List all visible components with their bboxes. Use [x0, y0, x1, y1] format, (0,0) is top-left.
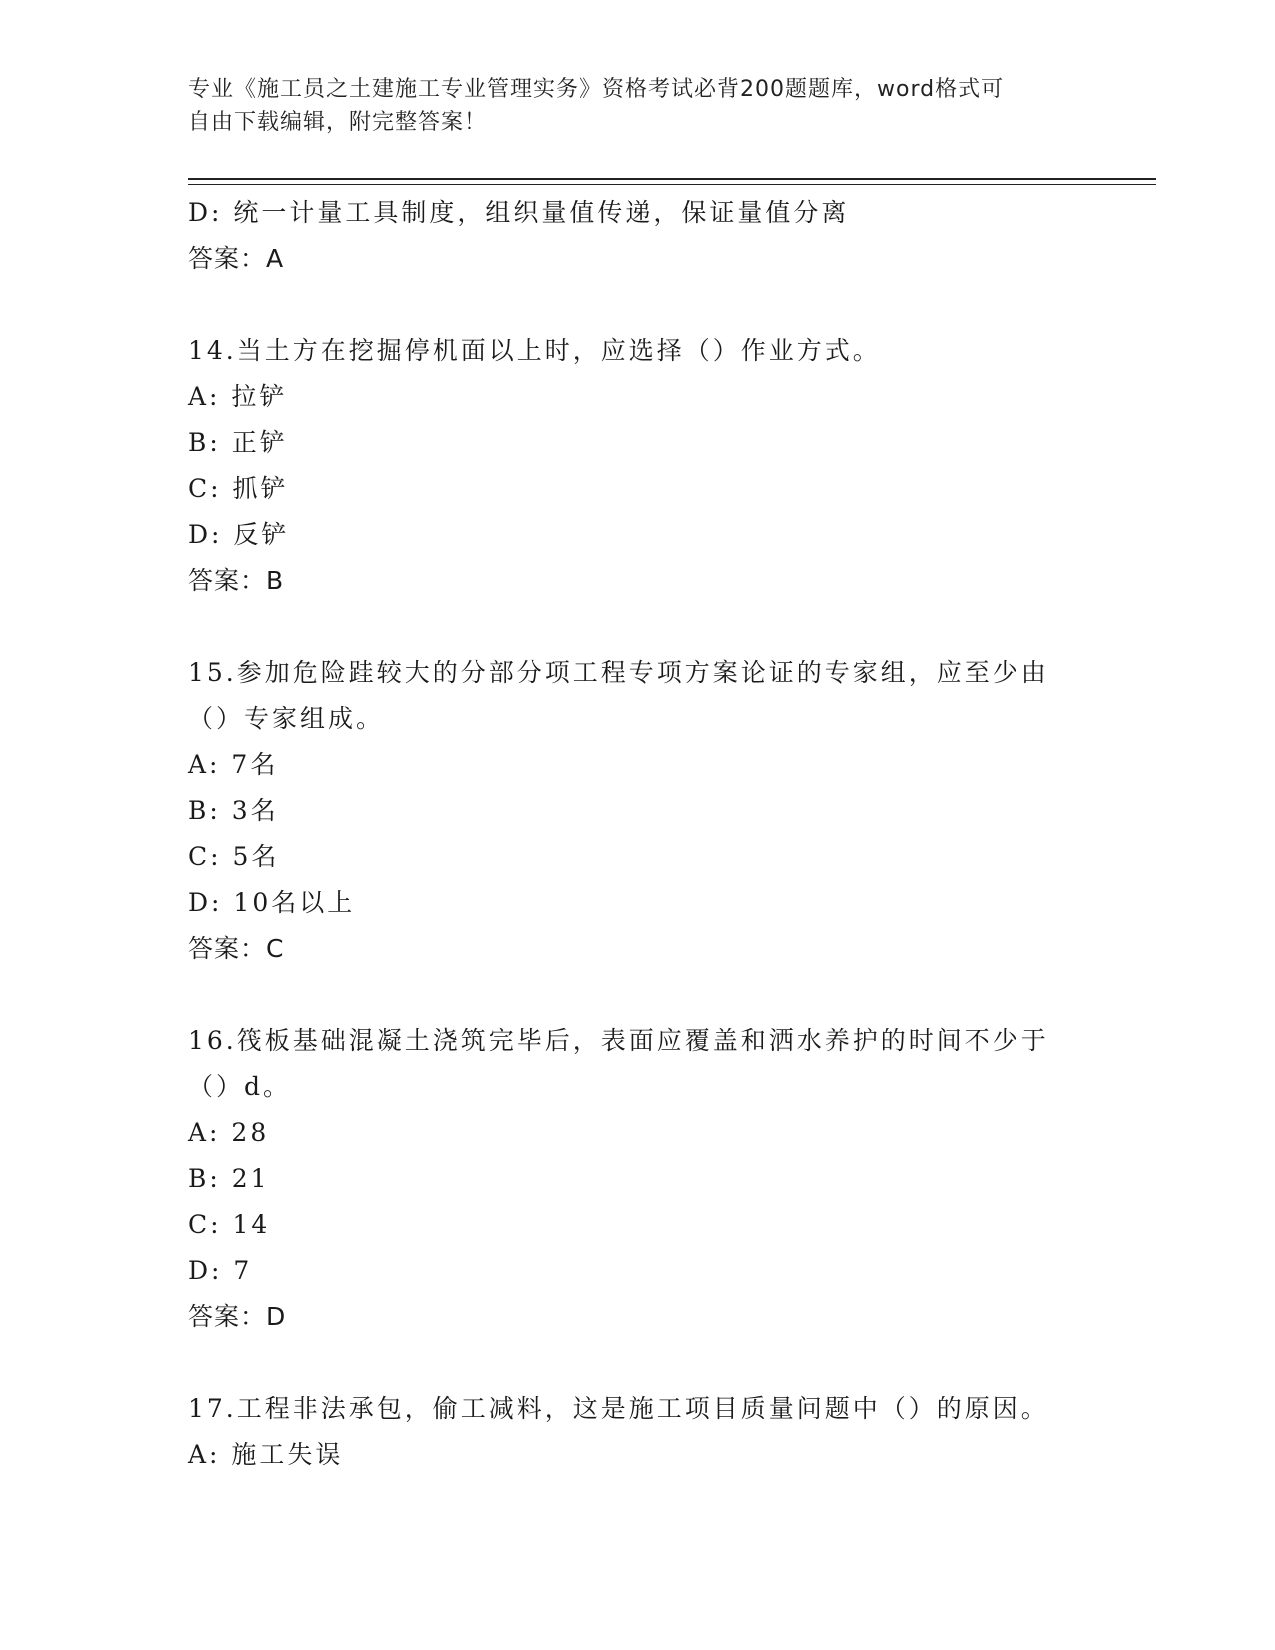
- option-a: A: 28: [188, 1118, 270, 1147]
- option-b: B: 3名: [188, 796, 279, 825]
- option-c: C: 5名: [188, 842, 280, 871]
- question-stem-line-1: 15.参加危险跬较大的分部分项工程专项方案论证的专家组，应至少由: [188, 658, 1049, 687]
- option-c: C: 抓铲: [188, 474, 289, 503]
- header-line-1: 专业《施工员之土建施工专业管理实务》资格考试必背200题题库，word格式可: [188, 77, 1005, 102]
- question-list: [188, 190, 1088, 1478]
- answer: 答案：A: [188, 244, 285, 273]
- answer: 答案：D: [188, 1302, 287, 1331]
- option-a: A: 施工失误: [188, 1440, 344, 1469]
- option-c: C: 14: [188, 1210, 271, 1239]
- previous-question-tail: [188, 190, 1088, 282]
- header-rule-thick: [188, 178, 1156, 180]
- question-stem: 17.工程非法承包，偷工减料，这是施工项目质量问题中（）的原因。: [188, 1394, 1049, 1423]
- option-b: B: 21: [188, 1164, 270, 1193]
- option-d: D: 反铲: [188, 520, 290, 549]
- option-d: D: 统一计量工具制度，组织量值传递，保证量值分离: [188, 198, 850, 227]
- option-a: A: 7名: [188, 750, 279, 779]
- option-b: B: 正铲: [188, 428, 288, 457]
- question-stem: 14.当土方在挖掘停机面以上时，应选择（）作业方式。: [188, 336, 881, 365]
- header-line-2: 自由下载编辑，附完整答案！: [188, 110, 488, 135]
- question-stem-line-1: 16.筏板基础混凝土浇筑完毕后，表面应覆盖和洒水养护的时间不少于: [188, 1026, 1049, 1055]
- question-17: [188, 1386, 1088, 1478]
- header-rule-thin: [188, 184, 1156, 185]
- question-stem-line-2: （）专家组成。: [188, 704, 385, 733]
- question-14: [188, 328, 1088, 604]
- answer: 答案：C: [188, 934, 285, 963]
- spacer: [188, 604, 1088, 650]
- question-15: [188, 650, 1088, 972]
- option-d: D: 7: [188, 1256, 253, 1285]
- answer: 答案：B: [188, 566, 285, 595]
- document-header: [188, 73, 1088, 139]
- option-d: D: 10名以上: [188, 888, 356, 917]
- option-a: A: 拉铲: [188, 382, 288, 411]
- question-stem-line-2: （）d。: [188, 1072, 292, 1101]
- spacer: [188, 282, 1088, 328]
- spacer: [188, 1340, 1088, 1386]
- spacer: [188, 972, 1088, 1018]
- question-16: [188, 1018, 1088, 1340]
